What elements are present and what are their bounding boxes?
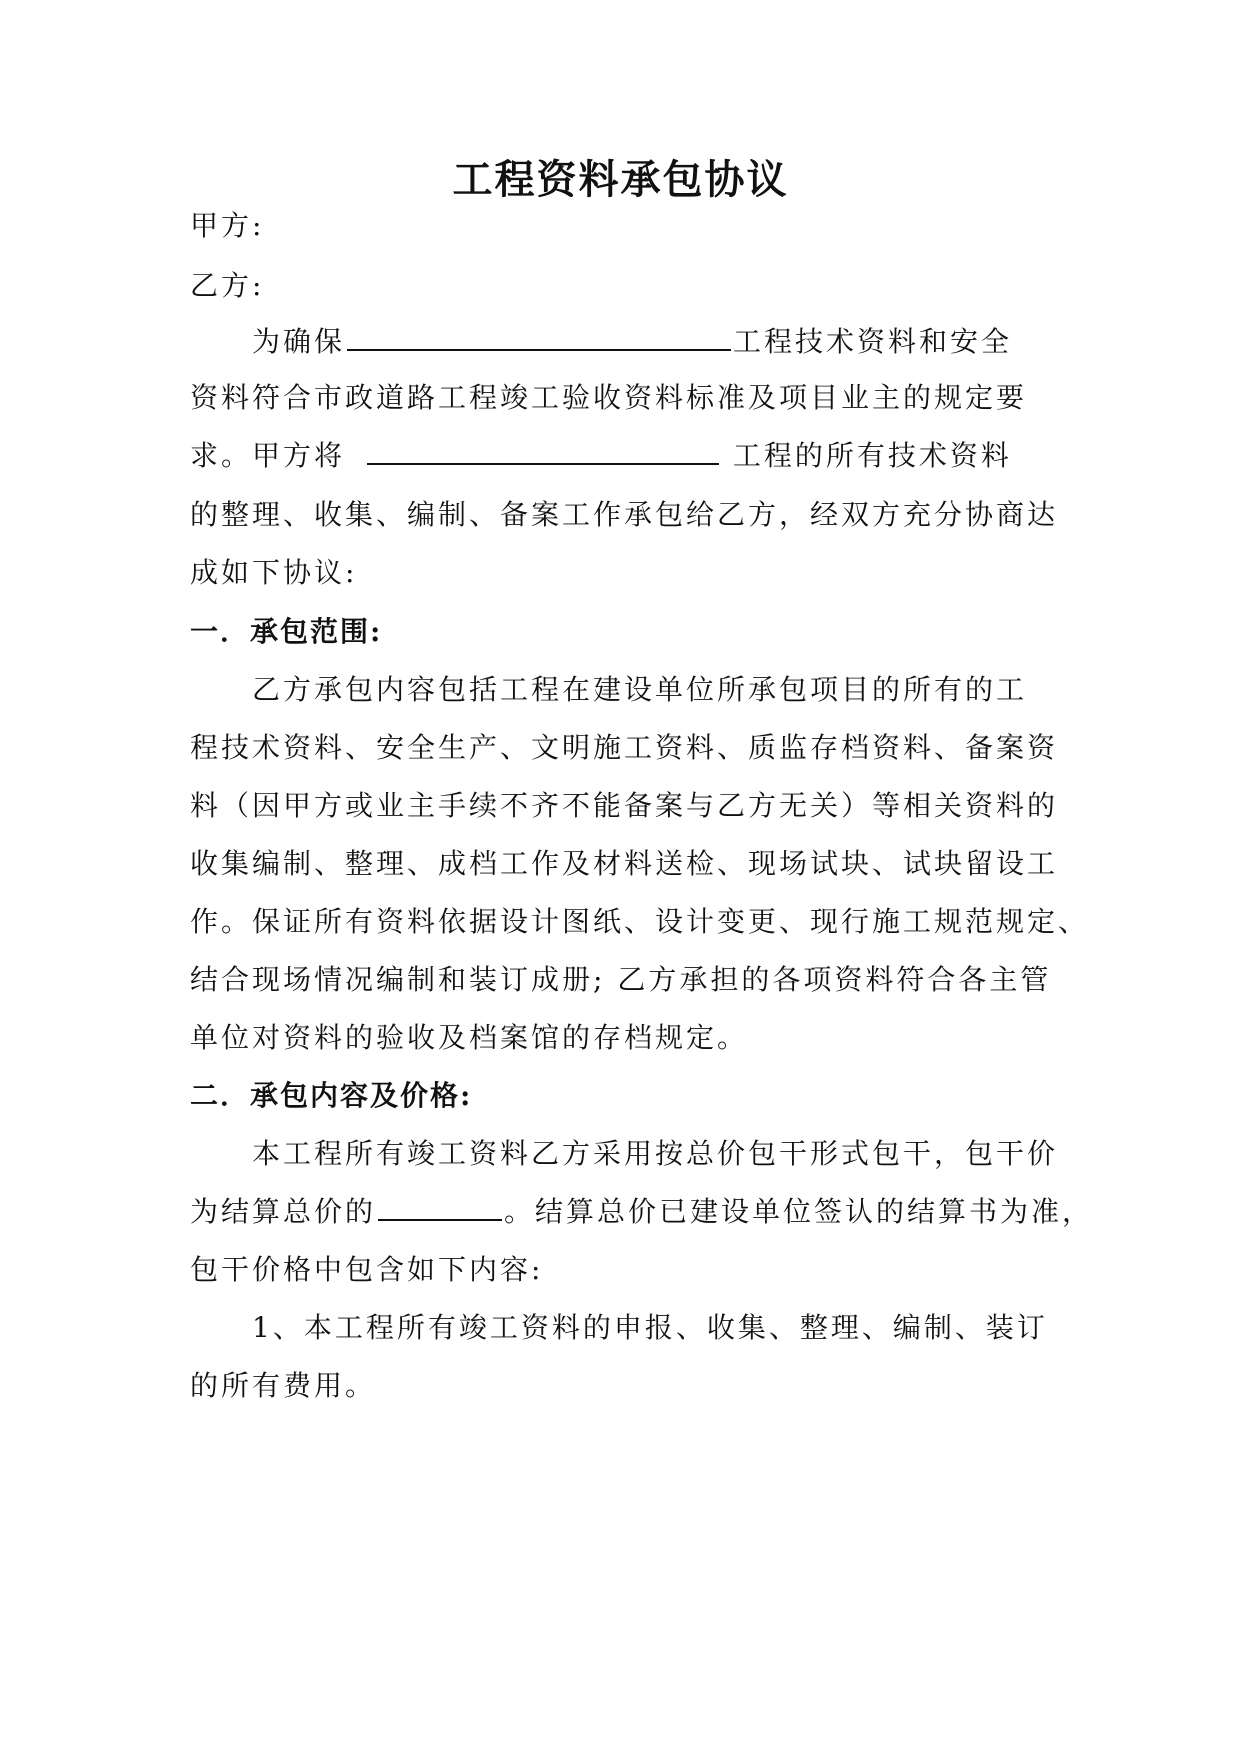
section-2-line-2 xyxy=(190,1192,1093,1232)
intro-line-4: 的整理、收集、编制、备案工作承包给乙方，经双方充分协商达 xyxy=(190,498,1059,531)
party-b-label: 乙方: xyxy=(190,269,265,302)
intro-line-1-post: 工程技术资料和安全 xyxy=(733,325,1013,358)
section-2-heading: 二．承包内容及价格: xyxy=(190,1079,473,1112)
section-1-line: 料（因甲方或业主手续不齐不能备案与乙方无关）等相关资料的 xyxy=(190,789,1059,822)
section-1-heading: 一．承包范围: xyxy=(190,615,383,648)
section-2-line-2-post: 。结算总价已建设单位签认的结算书为准， xyxy=(504,1195,1094,1228)
section-2-item-1-line-1: 1、本工程所有竣工资料的申报、收集、整理、编制、装订 xyxy=(252,1311,1048,1344)
section-1-line: 单位对资料的验收及档案馆的存档规定。 xyxy=(190,1021,749,1054)
intro-line-3-post: 工程的所有技术资料 xyxy=(732,439,1012,472)
section-1-line: 作。保证所有资料依据设计图纸、设计变更、现行施工规范规定、 xyxy=(190,905,1090,938)
intro-line-3 xyxy=(190,436,1012,476)
section-2-line-2-pre: 为结算总价的 xyxy=(190,1195,377,1228)
section-1-line: 程技术资料、安全生产、文明施工资料、质监存档资料、备案资 xyxy=(190,731,1059,764)
intro-line-1-pre: 为确保 xyxy=(252,325,346,358)
project-name-blank-2[interactable] xyxy=(367,437,719,465)
section-2-item-1-line-2: 的所有费用。 xyxy=(190,1369,377,1402)
intro-line-1 xyxy=(252,322,1012,362)
document-title: 工程资料承包协议 xyxy=(452,156,789,203)
section-2-line-1: 本工程所有竣工资料乙方采用按总价包干形式包干，包干价 xyxy=(252,1137,1059,1170)
section-1-line: 结合现场情况编制和装订成册; 乙方承担的各项资料符合各主管 xyxy=(190,963,1052,996)
party-a-label: 甲方: xyxy=(190,209,265,242)
intro-line-5: 成如下协议: xyxy=(190,556,358,589)
section-1-line: 乙方承包内容包括工程在建设单位所承包项目的所有的工 xyxy=(252,673,1028,706)
section-1-line: 收集编制、整理、成档工作及材料送检、现场试块、试块留设工 xyxy=(190,847,1059,880)
percentage-blank[interactable] xyxy=(378,1193,502,1221)
intro-line-2: 资料符合市政道路工程竣工验收资料标准及项目业主的规定要 xyxy=(190,381,1028,414)
section-2-line-3: 包干价格中包含如下内容: xyxy=(190,1253,544,1286)
project-name-blank[interactable] xyxy=(347,323,731,351)
intro-line-3-pre: 求。甲方将 xyxy=(190,439,346,472)
